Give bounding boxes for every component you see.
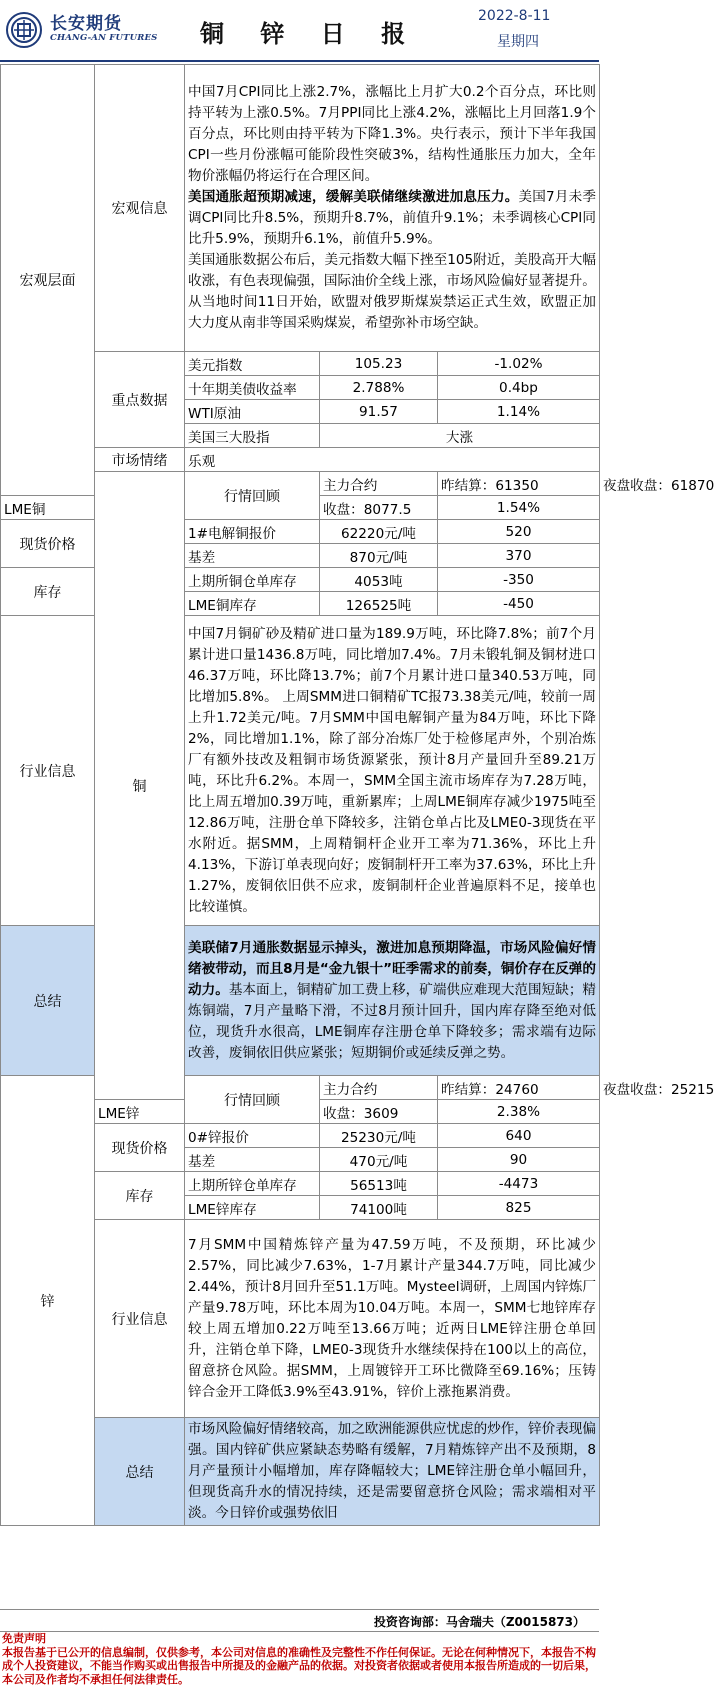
zinc-market-label: 行情回顾 bbox=[185, 1076, 320, 1124]
copper-summary-highlight: 美联储7月通胀数据显示掉头，激进加息预期降温，市场风险偏好情绪被带动，而且8月是“金九银十”旺季需求的前奏，铜价存在反弹的动力。 bbox=[188, 940, 596, 998]
copper-spot-change: 520 bbox=[438, 520, 600, 544]
copper-inventory-value: 4053吨 bbox=[320, 568, 438, 592]
zinc-inventory-label: 库存 bbox=[95, 1172, 185, 1220]
disclaimer-text: 本报告基于已公开的信息编制，仅供参考，本公司对信息的准确性及完整性不作任何保证。无论在何种情况下，本报告不构成个人投资建议，不能当作购买或出售报告中所提及的金融产品的依据。对投资者依据或者使用本报告所造成的一切后果，本公司及作者均不承担任何法律责任。 bbox=[2, 1646, 597, 1686]
key-data-value: 105.23 bbox=[320, 352, 438, 376]
zinc-market-value: 收盘：3609 bbox=[320, 1100, 438, 1124]
zinc-market-name: LME锌 bbox=[95, 1100, 185, 1124]
copper-summary-body: 基本面上，铜精矿加工费上移，矿端供应难现大范围短缺；精炼铜端，7月产量略下滑，不过8月预计回升，国内库存降至绝对低位，现货升水很高，LME铜库存注册仓单下降较多；需求端有边际改善，废铜依旧供应紧张；短期铜价或延续反弹之势。 bbox=[188, 982, 596, 1061]
section-macro-label: 宏观层面 bbox=[1, 65, 95, 496]
key-data-name: WTI原油 bbox=[185, 400, 320, 424]
copper-market-name: LME铜 bbox=[1, 496, 95, 520]
copper-inventory-name: LME铜库存 bbox=[185, 592, 320, 616]
copper-inventory-row bbox=[1, 568, 600, 592]
logo-emblem-icon bbox=[6, 12, 42, 48]
key-data-value: 91.57 bbox=[320, 400, 438, 424]
zinc-inventory-name: 上期所锌仓单库存 bbox=[185, 1172, 320, 1196]
zinc-spot-value: 470元/吨 bbox=[320, 1148, 438, 1172]
zinc-spot-value: 25230元/吨 bbox=[320, 1124, 438, 1148]
zinc-market-name: 主力合约 bbox=[320, 1076, 438, 1100]
copper-inventory-change: -450 bbox=[438, 592, 600, 616]
company-name-en: CHANG-AN FUTURES bbox=[50, 33, 158, 43]
section-zinc-label: 锌 bbox=[1, 1076, 95, 1526]
key-data-change: 0.4bp bbox=[438, 376, 600, 400]
copper-spot-value: 870元/吨 bbox=[320, 544, 438, 568]
zinc-market-change: 2.38% bbox=[438, 1100, 600, 1124]
copper-inventory-change: -350 bbox=[438, 568, 600, 592]
report-table bbox=[0, 64, 600, 1526]
zinc-spot-change: 640 bbox=[438, 1124, 600, 1148]
report-weekday: 星期四 bbox=[497, 31, 539, 51]
macro-info-paragraph-text: 美国7月未季调CPI同比升8.5%，预期升8.7%，前值升9.1%；未季调核心CPI同比升5.9%，预期升6.1%，前值升5.9%。 bbox=[188, 189, 596, 247]
copper-spot-value: 62220元/吨 bbox=[320, 520, 438, 544]
copper-spot-change: 370 bbox=[438, 544, 600, 568]
copper-market-value: 昨结算：61350 bbox=[438, 472, 600, 496]
zinc-market-row: 锌 行情回顾 主力合约 昨结算：24760 夜盘收盘：25215 bbox=[1, 1076, 600, 1100]
sentiment-label: 市场情绪 bbox=[95, 448, 185, 472]
key-data-label: 重点数据 bbox=[95, 352, 185, 448]
zinc-summary-label: 总结 bbox=[95, 1418, 185, 1526]
macro-info-highlight: 美国通胀超预期减速，缓解美联储继续激进加息压力。 bbox=[188, 189, 519, 205]
report-date: 2022-8-11 bbox=[478, 8, 550, 24]
copper-market-value: 收盘：8077.5 bbox=[320, 496, 438, 520]
zinc-inventory-value: 56513吨 bbox=[320, 1172, 438, 1196]
key-data-value: 大涨 bbox=[320, 424, 600, 448]
copper-spot-name: 基差 bbox=[185, 544, 320, 568]
disclaimer bbox=[0, 1631, 599, 1675]
section-copper-label: 铜 bbox=[95, 472, 185, 1100]
company-logo bbox=[6, 6, 134, 54]
zinc-spot-name: 基差 bbox=[185, 1148, 320, 1172]
copper-summary-label: 总结 bbox=[1, 926, 95, 1076]
key-data-change: 1.14% bbox=[438, 400, 600, 424]
zinc-industry-text: 7月SMM中国精炼锌产量为47.59万吨，不及预期，环比减少2.57%，同比减少7.63%，1-7月累计产量344.7万吨，同比减少2.44%，预计8月回升至51.1万吨。Mysteel调研，上周国内锌炼厂产量9.78万吨，环比本周为10.04万吨。本周一，SMM七地锌库存较上周五增加0.22万吨至13.66万吨；近两日LME锌注册仓单回升，注销仓单下降，LME0-3现货升水继续保持在100以上的高位，留意挤仓风险。据SMM，上周镀锌开工环比微降至69.16%；压铸锌合金开工降低3.9%至43.91%，锌价上涨拖累消费。 bbox=[185, 1220, 600, 1418]
zinc-inventory-name: LME锌库存 bbox=[185, 1196, 320, 1220]
sentiment-value: 乐观 bbox=[185, 448, 600, 472]
zinc-industry-label: 行业信息 bbox=[95, 1220, 185, 1418]
key-data-value: 2.788% bbox=[320, 376, 438, 400]
copper-spot-label: 现货价格 bbox=[1, 520, 95, 568]
copper-summary-row bbox=[1, 926, 600, 1076]
copper-market-label: 行情回顾 bbox=[185, 472, 320, 520]
copper-market-row: 铜 行情回顾 主力合约 昨结算：61350 夜盘收盘：61870 bbox=[1, 472, 600, 496]
copper-inventory-value: 126525吨 bbox=[320, 592, 438, 616]
macro-info-text bbox=[185, 65, 600, 352]
copper-industry-label: 行业信息 bbox=[1, 616, 95, 926]
key-data-name: 美国三大股指 bbox=[185, 424, 320, 448]
key-data-name: 十年期美债收益率 bbox=[185, 376, 320, 400]
zinc-inventory-change: 825 bbox=[438, 1196, 600, 1220]
copper-industry-row bbox=[1, 616, 600, 926]
zinc-spot-change: 90 bbox=[438, 1148, 600, 1172]
zinc-inventory-value: 74100吨 bbox=[320, 1196, 438, 1220]
copper-spot-name: 1#电解铜报价 bbox=[185, 520, 320, 544]
macro-info-paragraph: 中国7月CPI同比上涨2.7%，涨幅比上月扩大0.2个百分点，环比则持平转为上涨0.5%。7月PPI同比上涨4.2%，涨幅比上月回落1.9个百分点，环比则由持平转为下降1.3%。央行表示，预计下半年我国CPI一些月份涨幅可能阶段性突破3%，结构性通胀压力加大，全年物价涨幅仍将运行在合理区间。 bbox=[188, 82, 596, 187]
macro-info-paragraph: 美国通胀数据公布后，美元指数大幅下挫至105附近，美股高开大幅收涨，有色表现偏强，国际油价全线上涨，市场风险偏好显著提升。 bbox=[188, 250, 596, 292]
macro-info-row bbox=[1, 65, 600, 352]
macro-info-paragraph bbox=[188, 187, 596, 250]
copper-summary-text bbox=[185, 926, 600, 1076]
macro-info-label: 宏观信息 bbox=[95, 65, 185, 352]
key-data-name: 美元指数 bbox=[185, 352, 320, 376]
key-data-change: -1.02% bbox=[438, 352, 600, 376]
zinc-spot-label: 现货价格 bbox=[95, 1124, 185, 1172]
copper-inventory-label: 库存 bbox=[1, 568, 95, 616]
report-header bbox=[0, 0, 599, 62]
report-title: 铜 锌 日 报 bbox=[200, 14, 419, 49]
zinc-spot-name: 0#锌报价 bbox=[185, 1124, 320, 1148]
zinc-market-value: 昨结算：24760 bbox=[438, 1076, 600, 1100]
copper-inventory-name: 上期所铜仓单库存 bbox=[185, 568, 320, 592]
zinc-inventory-change: -4473 bbox=[438, 1172, 600, 1196]
copper-market-change: 1.54% bbox=[438, 496, 600, 520]
zinc-summary-text: 市场风险偏好情绪较高，加之欧洲能源供应忧虑的炒作，锌价表现偏强。国内锌矿供应紧缺态势略有缓解，7月精炼锌产出不及预期，8月产量预计小幅增加，库存降幅较大；LME锌注册仓单小幅回升，但现货高升水的情况持续，还是需要留意挤仓风险；需求端相对平淡。今日锌价或强势依旧 bbox=[185, 1418, 600, 1526]
contact-line: 投资咨询部：马舍瑞夫（Z0015873） bbox=[0, 1609, 599, 1631]
disclaimer-title: 免责声明 bbox=[2, 1632, 597, 1646]
macro-info-paragraph: 从当地时间11日开始，欧盟对俄罗斯煤炭禁运正式生效，欧盟正加大力度从南非等国采购煤炭，希望弥补市场空缺。 bbox=[188, 292, 596, 334]
copper-spot-row bbox=[1, 520, 600, 544]
copper-industry-text: 中国7月铜矿砂及精矿进口量为189.9万吨，环比降7.8%；前7个月累计进口量1436.8万吨，同比增加7.4%。7月未锻轧铜及铜材进口46.37万吨，环比降13.7%；前7个月累计进口量340.53万吨，同比增加5.8%。 上周SMM进口铜精矿TC报73.38美元/吨，较前一周上升1.72美元/吨。7月SMM中国电解铜产量为84万吨，环比下降2%，同比增加1.1%，除了部分冶炼厂处于检修尾声外，个别冶炼厂有额外技改及粗铜市场货源紧张，预计8月产量回升至89.21万吨，环比升6.2%。本周一，SMM全国主流市场库存为7.28万吨，比上周五增加0.39万吨，重新累库；上周LME铜库存减少1975吨至12.86万吨，注册仓单下降较多，注销仓单占比及LME0-3现货在平水附近。据SMM，上周精铜杆企业开工率为71.36%，环比上升4.13%，下游订单表现向好；废铜制杆开工率为37.63%，环比上升1.27%，废铜依旧供不应求，废铜制杆企业普遍原料不足，接单也比较谨慎。 bbox=[185, 616, 600, 926]
company-name-cn: 长安期货 bbox=[50, 9, 122, 34]
copper-market-name: 主力合约 bbox=[320, 472, 438, 496]
